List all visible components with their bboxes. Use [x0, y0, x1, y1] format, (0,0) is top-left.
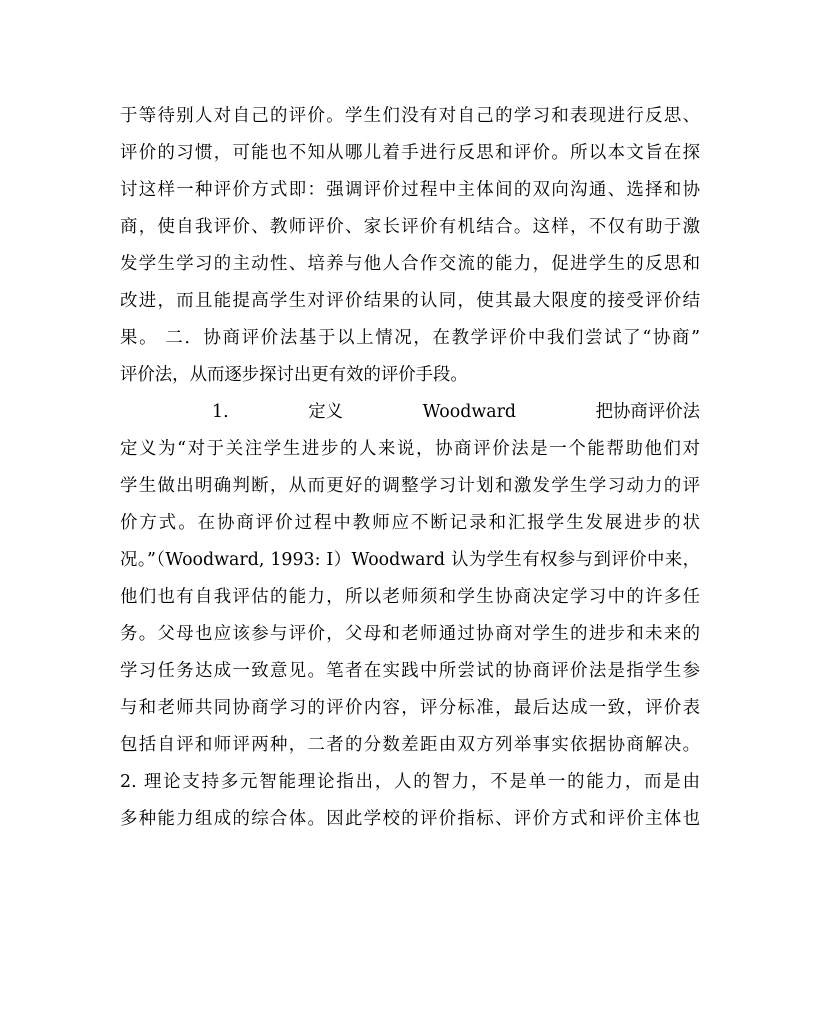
text-line: 务。父母也应该参与评价，父母和老师通过协商对学生的进步和未来的 — [120, 624, 700, 644]
text-line: 他们也有自我评估的能力，所以老师须和学生协商决定学习中的许多任 — [120, 587, 700, 607]
text-line: 改进，而且能提高学生对评价结果的认同，使其最大限度的接受评价结 — [120, 291, 700, 311]
text-line: 学习任务达成一致意见。笔者在实践中所尝试的协商评价法是指学生参 — [120, 661, 700, 681]
section-label: 定义 — [308, 402, 343, 422]
section-tail: 把协商评价法 — [595, 402, 700, 422]
text-line: 况。”（Woodward, 1993: I）Woodward 认为学生有权参与到评价中来， — [120, 550, 700, 570]
text-line: 发学生学习的主动性、培养与他人合作交流的能力，促进学生的反思和 — [120, 254, 700, 274]
text-line: 与和老师共同协商学习的评价内容，评分标准，最后达成一致，评价表 — [120, 698, 700, 718]
text-line: 评价法，从而逐步探讨出更有效的评价手段。 — [120, 365, 468, 385]
text-line: 于等待别人对自己的评价。学生们没有对自己的学习和表现进行反思、 — [120, 106, 700, 126]
text-line: 评价的习惯，可能也不知从哪儿着手进行反思和评价。所以本文旨在探 — [120, 143, 700, 163]
section-author: Woodward — [422, 402, 517, 422]
text-line: 定义为“对于关注学生进步的人来说，协商评价法是一个能帮助他们对 — [120, 439, 700, 459]
text-line: 价方式。在协商评价过程中教师应不断记录和汇报学生发展进步的状 — [120, 513, 700, 533]
text-line: 多种能力组成的综合体。因此学校的评价指标、评价方式和评价主体也 — [120, 809, 700, 829]
text-line: 学生做出明确判断，从而更好的调整学习计划和激发学生学习动力的评 — [120, 476, 700, 496]
text-line: 包括自评和师评两种，二者的分数差距由双方列举事实依据协商解决。 — [120, 735, 700, 755]
text-line: 讨这样一种评价方式即：强调评价过程中主体间的双向沟通、选择和协 — [120, 180, 700, 200]
text-line: 2. 理论支持多元智能理论指出，人的智力，不是单一的能力，而是由 — [120, 772, 700, 792]
document-body — [120, 98, 700, 838]
text-line: 商，使自我评价、教师评价、家长评价有机结合。这样，不仅有助于激 — [120, 217, 700, 237]
section-heading — [120, 394, 700, 431]
text-line: 果。 二．协商评价法基于以上情况，在教学评价中我们尝试了“协商” — [120, 328, 700, 348]
section-number: 1. — [212, 402, 229, 422]
